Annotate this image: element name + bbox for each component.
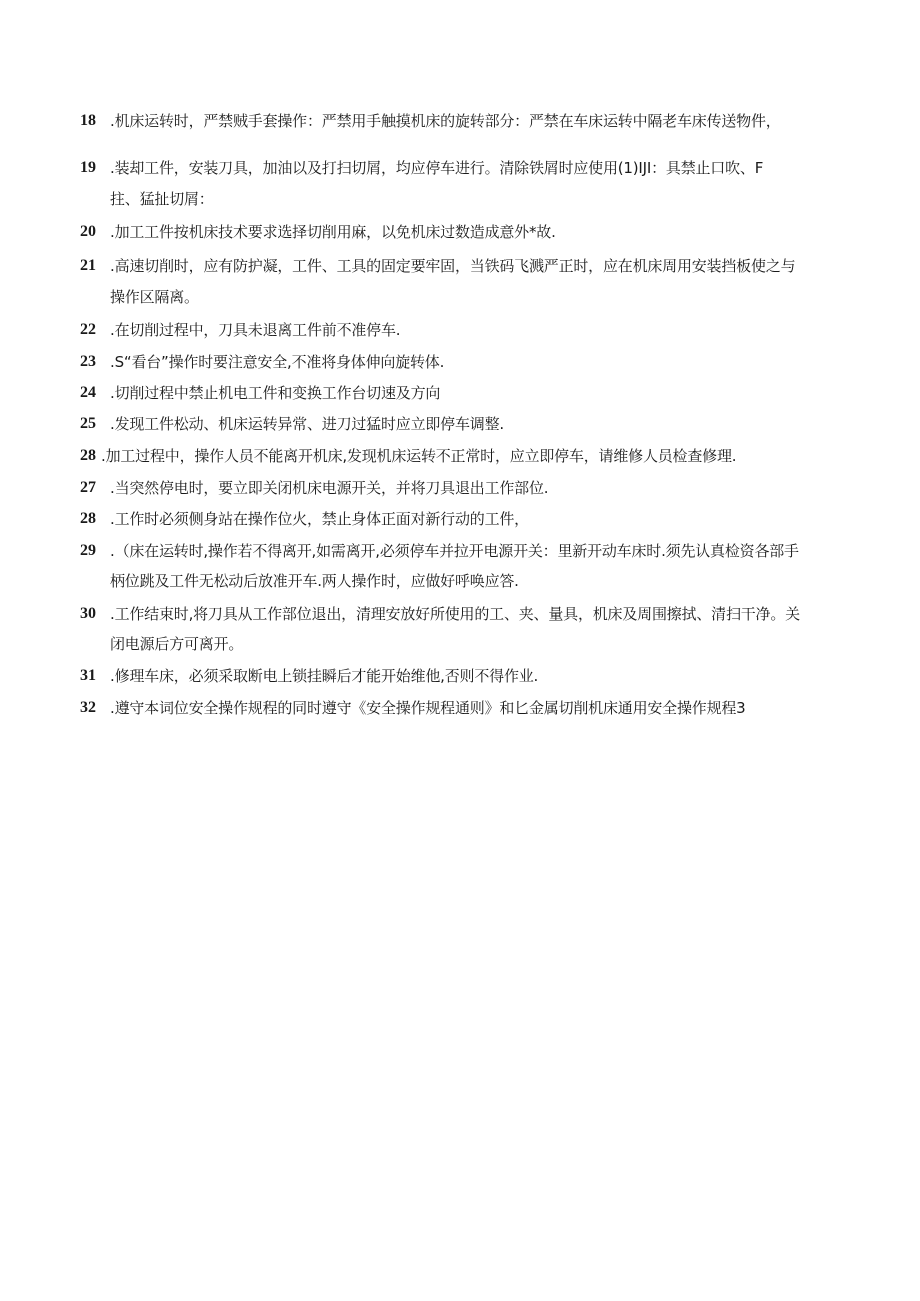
item-text: .切削过程中禁止机电工件和变换工作台切速及方向 bbox=[110, 384, 441, 402]
item-number: 28 bbox=[80, 447, 96, 464]
item-text: .工作时必须侧身站在操作位火，禁止身体正面对新行动的工件， bbox=[110, 510, 529, 528]
item-number: 29 bbox=[80, 542, 96, 559]
item-number: 25 bbox=[80, 415, 96, 432]
item-number: 30 bbox=[80, 605, 96, 622]
item-number: 19 bbox=[80, 159, 96, 176]
item-number: 18 bbox=[80, 112, 96, 129]
item-text: .当突然停电时，要立即关闭机床电源开关，并将刀具退出工作部位. bbox=[110, 479, 549, 497]
item-text-continuation: 闭电源后方可离开。 bbox=[110, 635, 244, 653]
item-text: .机床运转时，严禁贼手套操作：严禁用手触摸机床的旋转部分：严禁在车床运转中隔老车床传送物件， bbox=[110, 112, 781, 130]
item-number: 32 bbox=[80, 699, 96, 716]
item-text: .高速切削时，应有防护凝，工件、工具的固定要牢固，当铁码飞溅严正时，应在机床周用安装挡板使之与 bbox=[110, 257, 796, 275]
item-text: .装却工件，安装刀具，加油以及打扫切屑，均应停车进行。清除铁屑时应使用(1)IJI：具禁止口吹、F bbox=[110, 159, 764, 177]
item-text: .S“看台”操作时要注意安全,不准将身体伸向旋转体. bbox=[110, 353, 445, 371]
item-text-continuation: 操作区隔离。 bbox=[110, 288, 199, 306]
item-text: .修理车床，必须采取断电上锁挂瞬后才能开始维他,否则不得作业. bbox=[110, 667, 539, 685]
item-text-continuation: 拄、猛扯切屑： bbox=[110, 190, 214, 208]
item-number: 27 bbox=[80, 479, 96, 496]
item-number: 31 bbox=[80, 667, 96, 684]
item-number: 21 bbox=[80, 257, 96, 274]
item-text: .工作结束时,将刀具从工作部位退出，清理安放好所使用的工、夹、量具，机床及周围擦拭、清扫干净。关 bbox=[110, 605, 800, 623]
item-number: 22 bbox=[80, 321, 96, 338]
item-text-continuation: 柄位跳及工件无松动后放准开车.两人操作时，应做好呼唤应答. bbox=[110, 572, 519, 590]
item-text: .在切削过程中，刀具未退离工件前不准停车. bbox=[110, 321, 401, 339]
item-text: .加工过程中，操作人员不能离开机床,发现机床运转不正常时，应立即停车，请维修人员检查修理. bbox=[101, 447, 737, 465]
item-number: 20 bbox=[80, 223, 96, 240]
item-text: .加工工件按机床技术要求选择切削用麻，以免机床过数造成意外*故. bbox=[110, 223, 556, 241]
item-number: 28 bbox=[80, 510, 96, 527]
item-text: .发现工件松动、机床运转异常、进刀过猛时应立即停车调整. bbox=[110, 415, 504, 433]
item-number: 23 bbox=[80, 353, 96, 370]
item-text: .遵守本词位安全操作规程的同时遵守《安全操作规程通则》和匕金属切削机床通用安全操作规程3 bbox=[110, 699, 746, 717]
item-text: .（床在运转时,操作若不得离开,如需离开,必须停车并拉开电源开关：里新开动车床时.须先认真检资各部手 bbox=[110, 542, 799, 560]
item-number: 24 bbox=[80, 384, 96, 401]
